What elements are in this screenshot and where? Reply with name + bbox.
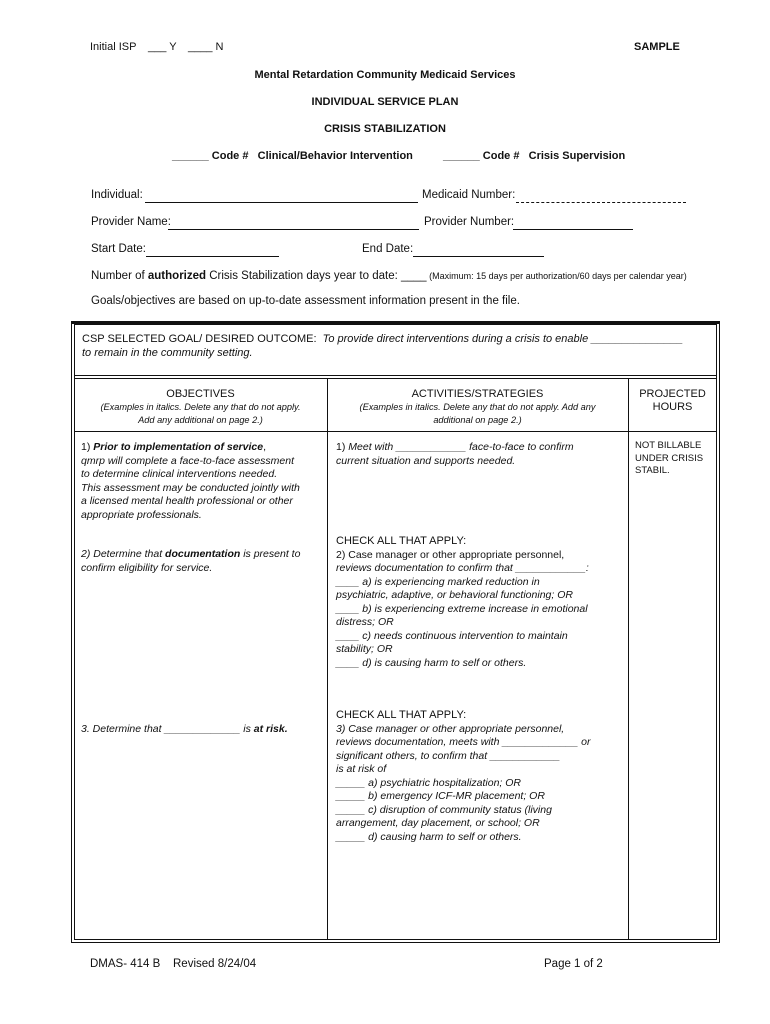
activity-2-option-b[interactable]: ____ b) is experiencing extreme increase in emotional (336, 602, 588, 615)
activity-2-option-a[interactable]: ____ a) is experiencing marked reduction in (336, 575, 540, 588)
objective-1-line: to determine clinical interventions needed. (81, 468, 278, 480)
hours-1-line: NOT BILLABLE (635, 440, 702, 451)
code2-label: Code # (482, 150, 520, 162)
authorized-days-note: (Maximum: 15 days per authorization/60 days per calendar year) (426, 271, 687, 281)
column-divider-2 (628, 378, 629, 940)
code1-row (172, 150, 413, 162)
objective-3-prefix: 3. Determine that _____________ is (81, 723, 254, 735)
authorized-days-prefix: Number of (91, 270, 148, 282)
activity-1-line-1: Meet with ____________ face-to-face to confirm (348, 441, 574, 453)
objective-1-number: 1) (81, 441, 94, 453)
hours-1-line: UNDER CRISIS (635, 452, 704, 464)
activities-header: ACTIVITIES/STRATEGIES (411, 388, 544, 400)
activity-2-line: psychiatric, adaptive, or behavioral functioning; OR (336, 589, 573, 601)
form-number: DMAS- 414 B (90, 958, 161, 970)
end-date-field[interactable] (413, 256, 544, 257)
activities-note-1: (Examples in italics. Delete any that do not apply. Add any (359, 402, 596, 412)
activity-2-check-all: CHECK ALL THAT APPLY: (336, 535, 467, 547)
activity-2-line: 2) Case manager or other appropriate personnel, (336, 548, 565, 561)
objective-2-bold: documentation (165, 548, 241, 560)
code2-blank[interactable]: ______ (443, 150, 480, 162)
plan-table-top-rule (71, 322, 720, 324)
document-title: Mental Retardation Community Medicaid Services (254, 69, 516, 81)
goal-line-1 (82, 333, 683, 345)
header-divider (74, 431, 717, 432)
objective-2-line-2: confirm eligibility for service. (81, 561, 213, 574)
activity-3[interactable] (336, 709, 626, 844)
medicaid-number-label: Medicaid Number: (422, 189, 516, 201)
authorized-days-bold: authorized (147, 270, 207, 282)
activity-2-option-c[interactable]: ____ c) needs continuous intervention to maintain (336, 629, 568, 642)
objective-3[interactable] (81, 723, 325, 737)
code1-blank[interactable]: ______ (172, 150, 209, 162)
authorized-days-row (91, 270, 687, 282)
objective-2-suffix: is present to (240, 548, 301, 560)
activity-2[interactable] (336, 535, 626, 670)
provider-number-field[interactable] (513, 229, 633, 230)
document-subtitle: INDIVIDUAL SERVICE PLAN (311, 96, 459, 108)
goal-divider-2 (74, 378, 717, 379)
activity-3-option-d[interactable]: _____ d) causing harm to self or others. (336, 830, 522, 843)
activity-1-line-2: current situation and supports needed. (336, 454, 516, 467)
objective-1-comma: , (263, 441, 266, 453)
activity-3-option-c[interactable]: _____ c) disruption of community status (living (336, 803, 552, 816)
goal-divider (74, 375, 717, 376)
code1-text: Clinical/Behavior Intervention (257, 150, 413, 162)
activity-2-line: reviews documentation to confirm that ____________: (336, 562, 589, 574)
page-number: Page 1 of 2 (544, 958, 603, 970)
activity-2-option-d[interactable]: ____ d) is causing harm to self or others. (336, 656, 527, 669)
activity-2-line: stability; OR (336, 643, 393, 655)
initial-isp-yes-blank[interactable]: ___ Y (148, 41, 177, 53)
activity-3-line: 3) Case manager or other appropriate personnel, (336, 722, 565, 735)
goals-note: Goals/objectives are based on up-to-date assessment information present in the file. (91, 295, 520, 307)
individual-label: Individual: (91, 189, 143, 201)
objective-1-line: This assessment may be conducted jointly with (81, 481, 300, 494)
hours-header-2: HOURS (652, 401, 693, 413)
activity-3-line: significant others, to confirm that ____________ (336, 749, 561, 762)
initial-isp-no-blank[interactable]: ____ N (188, 41, 224, 53)
objectives-header: OBJECTIVES (166, 388, 235, 400)
objective-1-bold: Prior to implementation of service (93, 441, 264, 453)
individual-field[interactable] (145, 202, 418, 203)
activity-1-prefix: 1) (336, 441, 349, 453)
column-divider-1 (327, 378, 328, 940)
code2-text: Crisis Supervision (528, 150, 626, 162)
initial-isp-label: Initial ISP (90, 41, 137, 53)
document-section-title: CRISIS STABILIZATION (324, 123, 446, 135)
objectives-note-1: (Examples in italics. Delete any that do not apply. (100, 402, 301, 412)
hours-1[interactable] (635, 440, 715, 478)
goal-text-1[interactable]: To provide direct interventions during a crisis to enable _______________ (322, 333, 684, 345)
code2-row (443, 150, 625, 162)
start-date-field[interactable] (146, 256, 279, 257)
objective-2[interactable] (81, 548, 325, 575)
objective-3-bold: at risk. (253, 723, 288, 735)
hours-1-line: STABIL. (635, 465, 670, 476)
medicaid-number-field[interactable] (516, 202, 686, 203)
objective-1-line: appropriate professionals. (81, 508, 202, 521)
code1-label: Code # (211, 150, 249, 162)
activity-2-line: distress; OR (336, 616, 394, 628)
provider-name-field[interactable] (168, 229, 419, 230)
activity-3-check-all: CHECK ALL THAT APPLY: (336, 709, 467, 721)
activity-3-line: arrangement, day placement, or school; OR (336, 817, 540, 829)
authorized-days-suffix[interactable]: Crisis Stabilization days year to date: ____ (206, 270, 427, 282)
objective-2-prefix: 2) Determine that (81, 548, 166, 560)
hours-header-1: PROJECTED (639, 388, 706, 400)
activities-note-2: additional on page 2.) (433, 415, 522, 425)
end-date-label: End Date: (362, 243, 414, 255)
activity-3-line: reviews documentation, meets with _____________ or (336, 736, 591, 748)
sample-label: SAMPLE (634, 41, 680, 53)
provider-number-label: Provider Number: (424, 216, 515, 228)
activity-3-option-b[interactable]: _____ b) emergency ICF-MR placement; OR (336, 790, 545, 802)
activity-1[interactable] (336, 441, 624, 468)
objectives-note-2: Add any additional on page 2.) (138, 415, 263, 425)
objective-1-line: qmrp will complete a face-to-face assessment (81, 454, 294, 467)
objective-1[interactable] (81, 441, 325, 522)
activity-3-line: is at risk of (336, 763, 387, 775)
provider-name-label: Provider Name: (91, 216, 171, 228)
revised-date: Revised 8/24/04 (173, 958, 257, 970)
activity-3-option-a[interactable]: _____ a) psychiatric hospitalization; OR (336, 776, 522, 789)
goal-text-2: to remain in the community setting. (82, 347, 253, 359)
start-date-label: Start Date: (91, 243, 146, 255)
objective-1-line: a licensed mental health professional or other (81, 495, 293, 507)
goal-label: CSP SELECTED GOAL/ DESIRED OUTCOME: (82, 333, 317, 345)
